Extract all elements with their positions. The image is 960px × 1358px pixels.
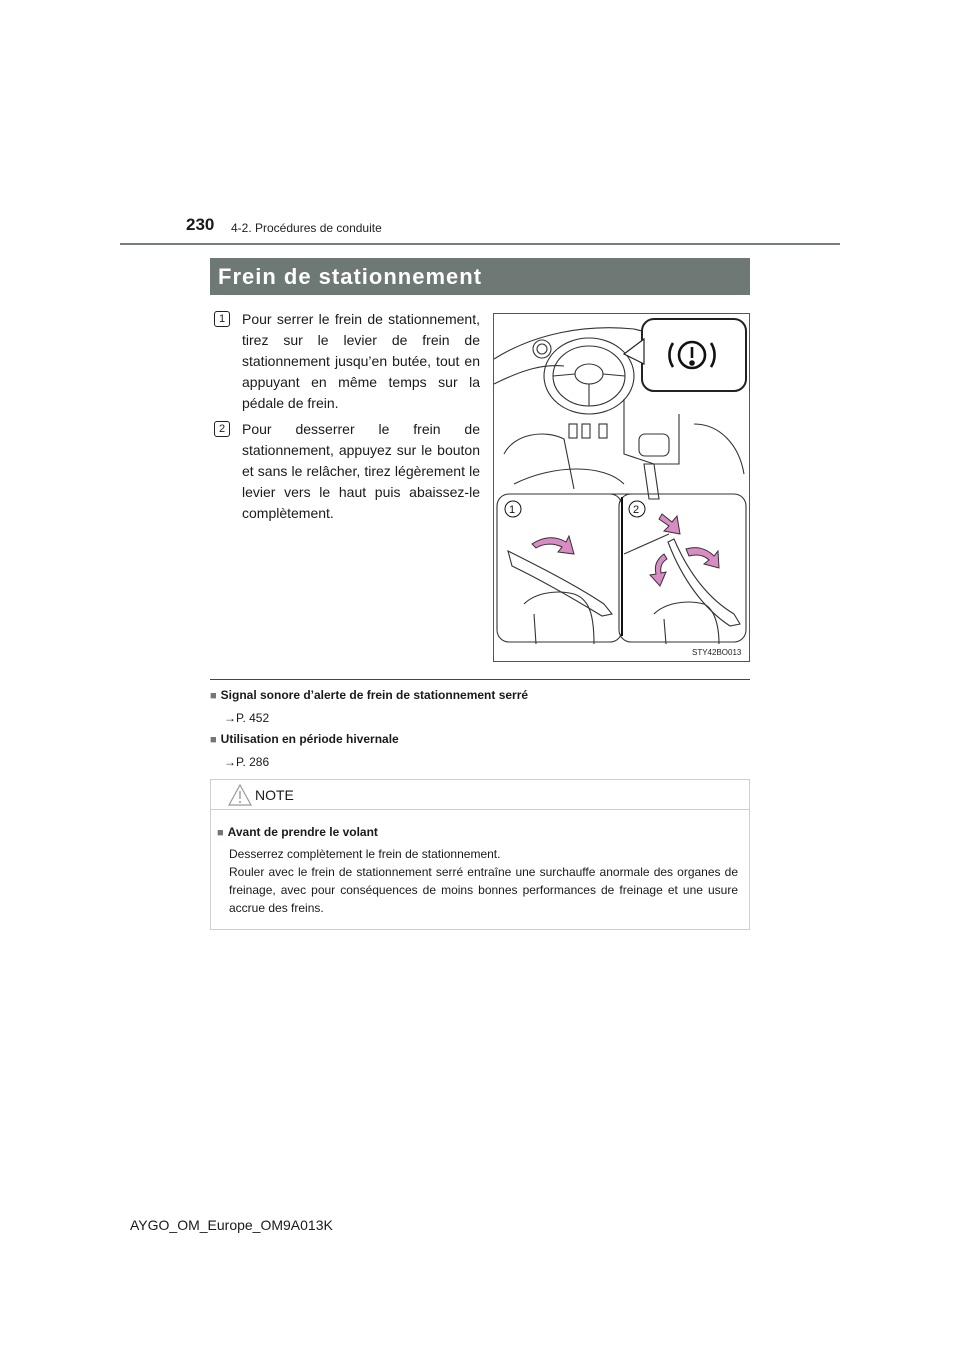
notice-body: [211, 810, 749, 917]
notice-header: [211, 780, 749, 810]
step-1: [214, 309, 480, 414]
notice-paragraph: Rouler avec le frein de stationnement serré entraîne une surchauffe anormale des organes de freinage, avec pour conséquences de moins bonnes performances de freinage et une usure accrue des freins.: [229, 865, 738, 915]
step-number: 1: [214, 311, 230, 327]
arrow-right-icon: →: [224, 711, 236, 725]
note-item-buzzer: [210, 687, 750, 727]
header-rule: [120, 243, 840, 245]
footer-code: AYGO_OM_Europe_OM9A013K: [130, 1217, 333, 1233]
note-heading: Utilisation en période hivernale: [220, 732, 399, 746]
square-bullet-icon: ■: [210, 690, 217, 702]
step-text: Pour desserrer le frein de stationnement, appuyez sur le bouton et sans le relâcher, tirez légèrement le levier vers le haut puis abaissez-le complètement.: [242, 421, 480, 521]
note-item-winter: [210, 731, 750, 771]
warning-triangle-icon: [228, 784, 252, 806]
square-bullet-icon: ■: [210, 734, 217, 746]
page-title: Frein de stationnement: [210, 258, 750, 295]
section-label: 4-2. Procédures de conduite: [231, 221, 382, 235]
section-divider: [210, 679, 750, 680]
step-text: Pour serrer le frein de stationnement, tirez sur le levier de frein de stationnement jusqu’en butée, tout en appuyant en même temps sur la pédale de frein.: [242, 311, 480, 411]
square-bullet-icon: ■: [217, 827, 224, 839]
illustration-svg: [494, 314, 749, 661]
step-number: 2: [214, 421, 230, 437]
arrow-right-icon: →: [224, 755, 236, 769]
page-reference[interactable]: P. 286: [236, 755, 270, 769]
figure-code: STY42BO013: [692, 648, 742, 657]
figure-callout-1: 1: [509, 504, 516, 516]
step-2: [214, 419, 480, 524]
notice-paragraph: Desserrez complètement le frein de stationnement.: [229, 847, 501, 861]
notice-heading: Avant de prendre le volant: [227, 825, 378, 839]
note-heading: Signal sonore d’alerte de frein de stationnement serré: [220, 688, 529, 702]
figure-callout-2: 2: [633, 504, 640, 516]
notice-box: [210, 779, 750, 930]
page-reference[interactable]: P. 452: [236, 711, 270, 725]
page-number: 230: [186, 215, 215, 234]
parking-brake-illustration: [493, 313, 750, 662]
notice-label: NOTE: [255, 787, 294, 803]
